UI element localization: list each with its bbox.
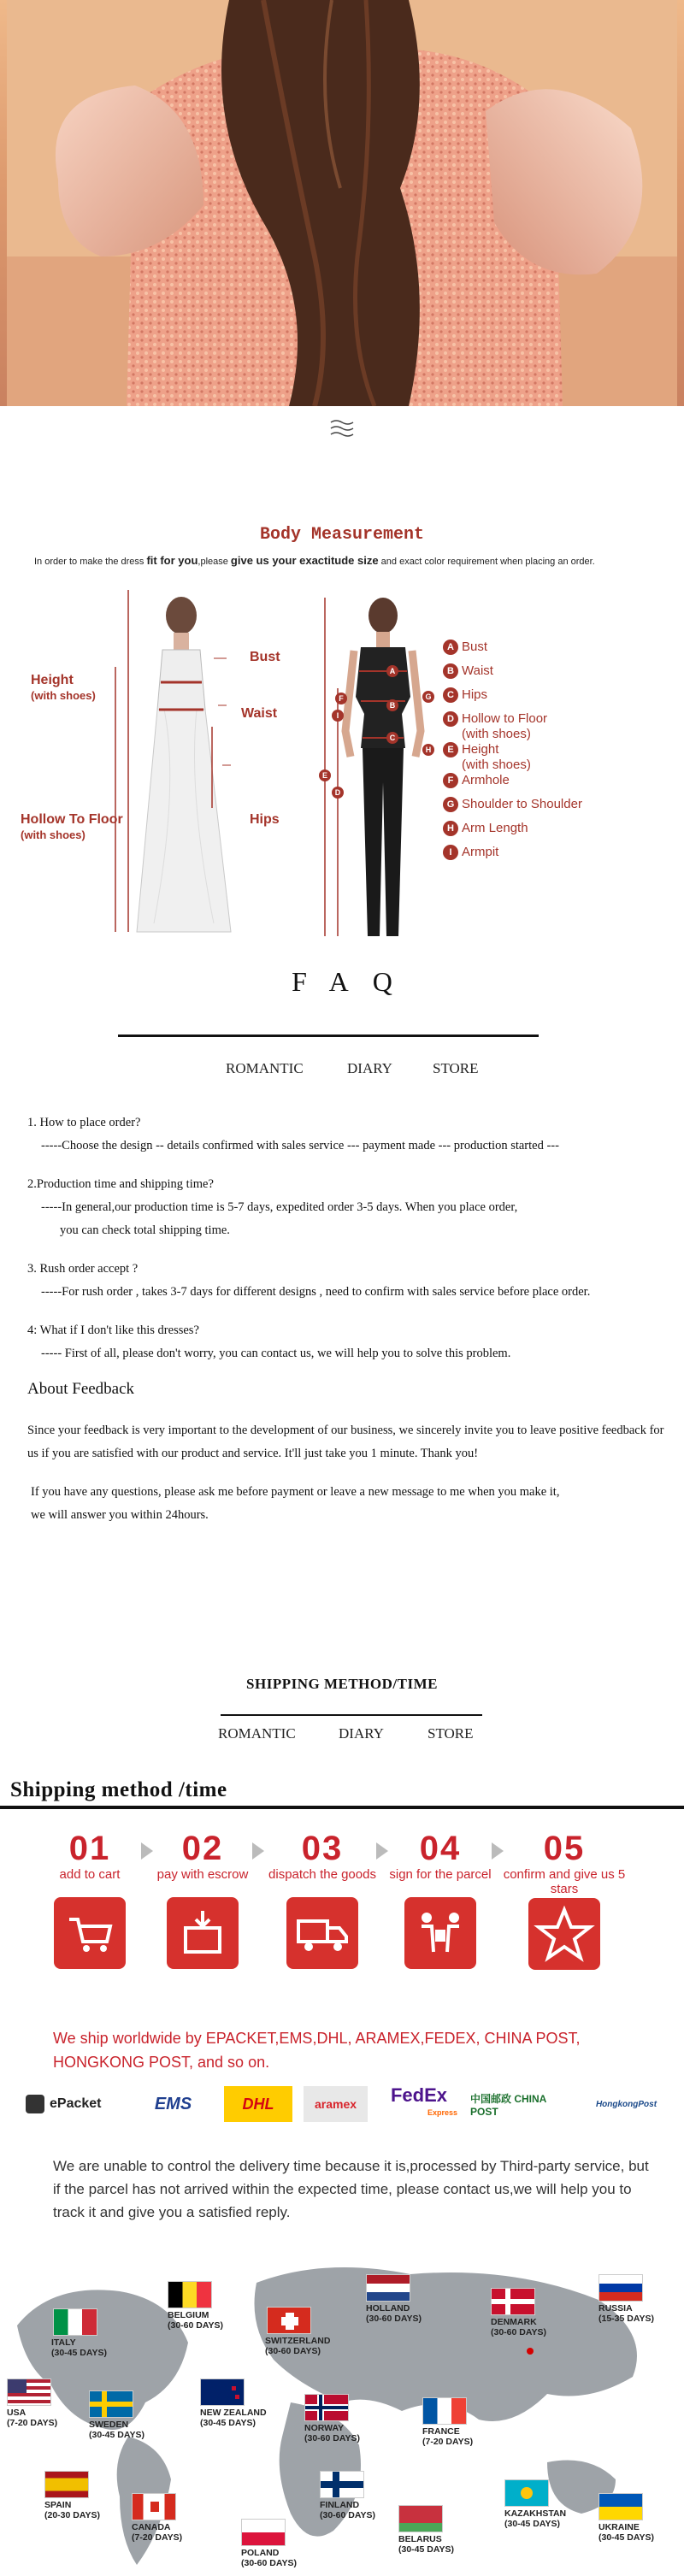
legend-key: I — [443, 845, 458, 860]
country-days: (20-30 DAYS) — [44, 2510, 100, 2520]
country-name: RUSSIA — [598, 2303, 633, 2314]
hips-label: Hips — [250, 812, 280, 827]
flag-norway-icon — [304, 2394, 349, 2421]
subtitle-part: ,please — [198, 557, 231, 567]
subtitle-part: and exact color requirement when placing an order. — [378, 557, 595, 567]
step-number: 05 — [543, 1830, 586, 1867]
step-number: 01 — [68, 1830, 111, 1867]
flag-kazakhstan-icon — [504, 2479, 549, 2507]
legend-label: Hips — [462, 687, 488, 702]
contact-line: we will answer you within 24hours. — [31, 1508, 209, 1522]
box-icon — [167, 1897, 239, 1969]
legend-item — [443, 687, 582, 711]
country-name: SWEDEN — [89, 2420, 129, 2430]
faq-question: 3. Rush order accept ? — [27, 1262, 139, 1276]
legend-item — [443, 742, 582, 773]
legend-key: E — [443, 742, 458, 757]
flag-spain-icon — [44, 2471, 89, 2498]
china-post-logo: 中国邮政 CHINA POST — [470, 2092, 546, 2118]
carrier-logos — [26, 2086, 675, 2124]
legend-item — [443, 773, 582, 797]
flag-poland-icon — [241, 2519, 286, 2546]
world-shipping-map — [0, 2223, 684, 2576]
hollow-text: Hollow To Floor — [21, 812, 123, 827]
country-days: (30-60 DAYS) — [304, 2433, 360, 2443]
body-letter-f: F — [335, 693, 347, 704]
body-letter-i: I — [332, 710, 344, 722]
subtitle-part: In order to make the dress — [34, 557, 147, 567]
step-caption: pay with escrow — [156, 1867, 249, 1882]
nav-diary[interactable]: DIARY — [339, 1725, 384, 1742]
fedex-logo — [380, 2086, 457, 2122]
country-belgium — [168, 2310, 223, 2331]
feedback-title: About Feedback — [27, 1380, 135, 1398]
flag-canada-icon — [132, 2493, 176, 2520]
faq-title: FAQ — [292, 966, 416, 997]
country-name: HOLLAND — [366, 2303, 410, 2314]
country-days: (30-45 DAYS) — [51, 2348, 107, 2358]
country-holland — [366, 2303, 422, 2324]
section-divider — [0, 419, 684, 445]
ship-worldwide-text: We ship worldwide by EPACKET,EMS,DHL, ARAMEX,FEDEX, CHINA POST, HONGKONG POST, and so on. — [53, 2030, 581, 2071]
carrier-name: ePacket — [50, 2096, 102, 2111]
ems-logo: EMS — [154, 2094, 192, 2113]
star-icon — [528, 1898, 600, 1970]
country-name: BELGIUM — [168, 2310, 209, 2320]
country-name: USA — [7, 2408, 27, 2418]
hollow-sub: (with shoes) — [21, 828, 86, 841]
height-text: Height — [31, 673, 74, 687]
flag-ukraine-icon — [598, 2493, 643, 2520]
body-measurement-section — [0, 513, 684, 949]
faq-section — [0, 966, 684, 1616]
country-poland — [241, 2548, 297, 2568]
country-name: UKRAINE — [598, 2522, 640, 2532]
legend-label: Armpit — [462, 845, 499, 859]
measurement-subtitle — [34, 554, 595, 567]
legend-key: C — [443, 687, 458, 703]
body-letter-g: G — [422, 691, 434, 703]
legend-item — [443, 821, 582, 845]
country-days: (30-60 DAYS) — [168, 2320, 223, 2331]
country-days: (30-45 DAYS) — [200, 2418, 256, 2428]
nav-store[interactable]: STORE — [428, 1725, 474, 1742]
height-label — [31, 673, 96, 704]
shipping-title: SHIPPING METHOD/TIME — [246, 1676, 438, 1692]
legend-label: Arm Length — [462, 821, 528, 835]
country-days: (15-35 DAYS) — [598, 2314, 654, 2324]
subtitle-bold: give us your exactitude size — [230, 554, 379, 567]
legend-key: H — [443, 821, 458, 836]
hollow-label — [21, 812, 123, 843]
bust-label: Bust — [250, 650, 280, 664]
country-norway — [304, 2423, 360, 2443]
flag-belgium-icon — [168, 2281, 212, 2308]
hongkong-post-logo: HongkongPost — [595, 2099, 657, 2109]
cart-icon — [54, 1897, 126, 1969]
dress-back-photo — [7, 0, 677, 406]
legend-sub: (with shoes) — [462, 727, 531, 741]
faq-rule — [118, 1035, 539, 1037]
country-kazakhstan — [504, 2508, 566, 2529]
country-name: NORWAY — [304, 2423, 345, 2433]
flag-new-zealand-icon — [200, 2379, 245, 2406]
country-name: NEW ZEALAND — [200, 2408, 267, 2418]
flag-russia-icon — [598, 2274, 643, 2302]
flag-usa-icon — [7, 2379, 51, 2406]
country-italy — [51, 2337, 107, 2358]
measurement-legend — [443, 640, 582, 869]
banner-title: Shipping method /time — [10, 1778, 227, 1801]
banner-rule — [0, 1806, 684, 1809]
legend-key: B — [443, 663, 458, 679]
step-add-to-cart — [26, 1830, 154, 1969]
carrier-sub: Express — [427, 2108, 457, 2117]
truck-icon — [286, 1897, 358, 1969]
country-russia — [598, 2303, 654, 2324]
country-switzerland — [265, 2336, 330, 2356]
legend-key: A — [443, 640, 458, 655]
flag-denmark-icon — [491, 2288, 535, 2315]
legend-item — [443, 711, 582, 742]
country-days: (7-20 DAYS) — [7, 2418, 58, 2428]
step-confirm — [500, 1830, 628, 1970]
flag-france-icon — [422, 2397, 467, 2425]
country-name: CANADA — [132, 2522, 171, 2532]
body-letter-h: H — [422, 744, 434, 756]
country-days: (30-45 DAYS) — [89, 2430, 144, 2440]
legend-item — [443, 797, 582, 821]
carrier-name: FedEx — [390, 2084, 448, 2106]
nav-romantic[interactable]: ROMANTIC — [218, 1725, 296, 1742]
country-days: (7-20 DAYS) — [132, 2532, 183, 2543]
flag-italy-icon — [53, 2308, 97, 2336]
country-france — [422, 2426, 473, 2447]
legend-key: D — [443, 711, 458, 727]
legend-label: Bust — [462, 640, 488, 654]
country-name: POLAND — [241, 2548, 280, 2558]
step-number: 02 — [181, 1830, 224, 1867]
step-dispatch — [258, 1830, 386, 1969]
step-number: 03 — [301, 1830, 344, 1867]
feedback-paragraph: Since your feedback is very important to the development of our business, we sincerely invite you to leave positive feedback for us if you are satisfied with our product and service. It'll just take you 1 minute. Thank you! — [27, 1424, 664, 1460]
step-caption: dispatch the goods — [268, 1867, 376, 1882]
body-letter-b: B — [386, 699, 398, 711]
country-name: ITALY — [51, 2337, 76, 2348]
legend-item — [443, 640, 582, 663]
shipping-banner — [0, 1778, 684, 2576]
country-name: KAZAKHSTAN — [504, 2508, 567, 2519]
country-name: SWITZERLAND — [265, 2336, 331, 2346]
country-days: (30-60 DAYS) — [491, 2327, 546, 2337]
contact-line: If you have any questions, please ask me before payment or leave a new message to me when you make it, — [31, 1485, 560, 1499]
height-sub: (with shoes) — [31, 689, 96, 702]
flag-sweden-icon — [89, 2390, 133, 2418]
legend-key: G — [443, 797, 458, 812]
country-days: (30-45 DAYS) — [598, 2532, 654, 2543]
country-days: (30-45 DAYS) — [398, 2544, 454, 2555]
dress-figure-diagram — [86, 581, 282, 940]
nav-romantic[interactable]: ROMANTIC — [226, 1060, 304, 1076]
epacket-icon — [26, 2095, 44, 2113]
country-days: (30-60 DAYS) — [265, 2346, 321, 2356]
country-days: (30-60 DAYS) — [366, 2314, 422, 2324]
country-canada — [132, 2522, 182, 2543]
faq-list — [27, 1111, 677, 1527]
flag-finland-icon — [320, 2471, 364, 2498]
nav-store[interactable]: STORE — [433, 1060, 479, 1076]
body-letter-c: C — [386, 732, 398, 744]
subtitle-bold: fit for you — [146, 554, 198, 567]
dhl-logo: DHL — [224, 2086, 292, 2122]
country-spain — [44, 2500, 100, 2520]
country-days: (30-60 DAYS) — [241, 2558, 297, 2568]
epacket-logo — [26, 2086, 120, 2122]
country-denmark — [491, 2317, 546, 2337]
country-name: BELARUS — [398, 2534, 442, 2544]
hero-photo — [0, 0, 684, 406]
faq-question: 4: What if I don't like this dresses? — [27, 1323, 199, 1337]
step-pay-escrow — [139, 1830, 267, 1969]
nav-diary[interactable]: DIARY — [347, 1060, 392, 1076]
step-number: 04 — [419, 1830, 462, 1867]
country-name: SPAIN — [44, 2500, 72, 2510]
flag-switzerland-icon — [267, 2307, 311, 2334]
faq-question: 1. How to place order? — [27, 1116, 141, 1129]
wave-divider-icon — [329, 419, 355, 439]
shipping-rule — [221, 1714, 482, 1716]
country-name: FINLAND — [320, 2500, 360, 2510]
legend-item — [443, 663, 582, 687]
step-caption: add to cart — [59, 1867, 121, 1882]
faq-answer: you can check total shipping time. — [60, 1223, 230, 1237]
body-letter-e: E — [319, 769, 331, 781]
legend-label: Shoulder to Shoulder — [462, 797, 582, 811]
legend-key: F — [443, 773, 458, 788]
country-sweden — [89, 2420, 144, 2440]
dress-back-illustration — [7, 0, 677, 406]
flag-belarus-icon — [398, 2505, 443, 2532]
flag-holland-icon — [366, 2274, 410, 2302]
country-ukraine — [598, 2522, 654, 2543]
body-letter-d: D — [332, 787, 344, 799]
faq-answer: -----In general,our production time is 5-7 days, expedited order 3-5 days. When you place order, — [41, 1200, 518, 1214]
handshake-icon — [404, 1897, 476, 1969]
faq-answer: -----Choose the design -- details confirmed with sales service --- payment made --- production started --- — [41, 1139, 559, 1152]
body-figure-diagram — [291, 586, 445, 945]
country-finland — [320, 2500, 375, 2520]
country-name: DENMARK — [491, 2317, 537, 2327]
country-new-zealand — [200, 2408, 267, 2428]
faq-question: 2.Production time and shipping time? — [27, 1177, 214, 1191]
country-usa — [7, 2408, 57, 2428]
country-days: (30-45 DAYS) — [504, 2519, 560, 2529]
country-days: (30-60 DAYS) — [320, 2510, 375, 2520]
legend-label: Armhole — [462, 773, 510, 787]
aramex-logo: aramex — [304, 2086, 368, 2122]
legend-sub: (with shoes) — [462, 757, 531, 772]
legend-label: Height — [462, 742, 499, 757]
measurement-title: Body Measurement — [259, 525, 425, 545]
country-name: FRANCE — [422, 2426, 460, 2437]
legend-label: Hollow to Floor — [462, 711, 548, 726]
delivery-notice: We are unable to control the delivery time because it is,processed by Third-party service, but if the parcel has not arrived within the expected time, please contact us,we will help you to track it and give you a satisfied reply. — [53, 2158, 649, 2220]
step-sign — [376, 1830, 504, 1969]
step-caption: confirm and give us 5 stars — [503, 1867, 626, 1896]
legend-item — [443, 845, 582, 869]
faq-answer: -----For rush order , takes 3-7 days for different designs , need to confirm with sales service before place order. — [41, 1285, 591, 1299]
legend-label: Waist — [462, 663, 493, 678]
country-days: (7-20 DAYS) — [422, 2437, 474, 2447]
faq-answer: ----- First of all, please don't worry, you can contact us, we will help you to solve this problem. — [41, 1347, 511, 1360]
waist-label: Waist — [241, 706, 278, 721]
country-belarus — [398, 2534, 454, 2555]
body-letter-a: A — [386, 665, 398, 677]
step-caption: sign for the parcel — [389, 1867, 492, 1882]
